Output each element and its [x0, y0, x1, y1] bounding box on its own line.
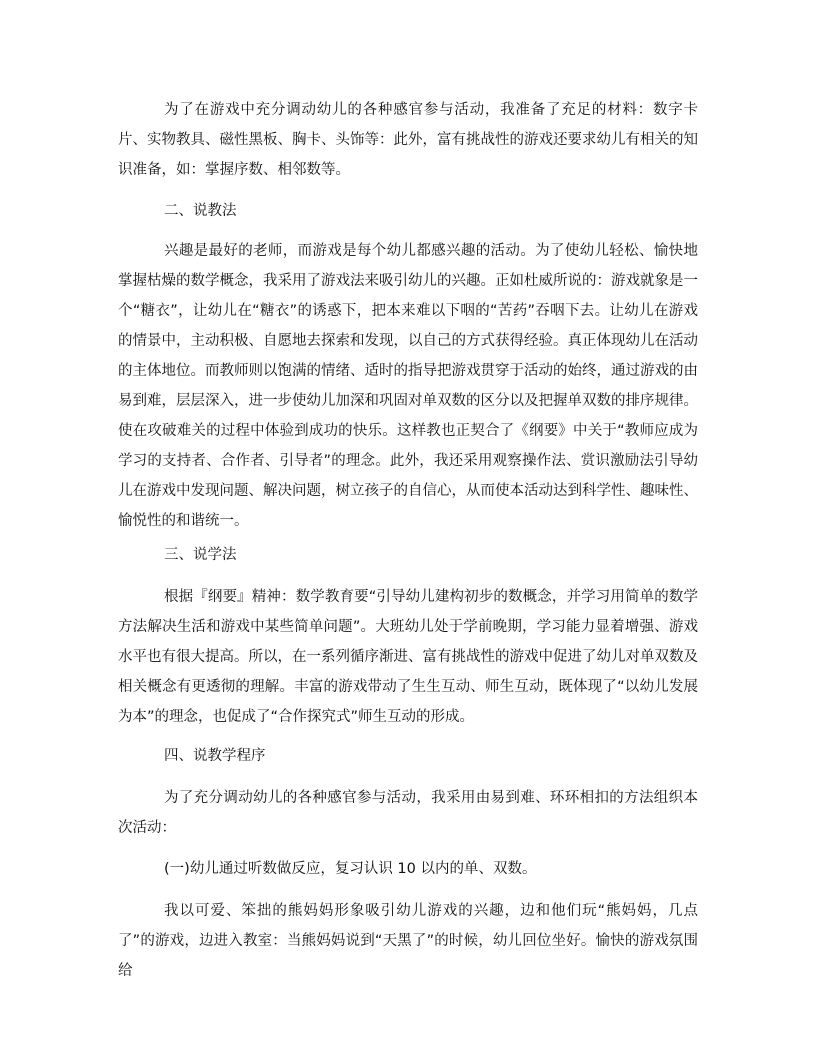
paragraph-learning-method: 根据『纲要』精神：数学教育要“引导幼儿建构初步的数概念，并学习用简单的数学方法解决生活和游戏中某些简单问题”。大班幼儿处于学前晚期，学习能力显着增强、游戏水平也有很大提高。所以，在一系列循序渐进、富有挑战性的游戏中促进了幼儿对单双数及相关概念有更透彻的理解。丰富的游戏带动了生生互动、师生互动，既体现了“以幼儿发展为本”的理念，也促成了“合作探究式”师生互动的形成。 [118, 589, 698, 725]
section-heading-teaching-method: 二、说教法 [164, 203, 237, 219]
paragraph-step-one: 我以可爱、笨拙的熊妈妈形象吸引幼儿游戏的兴趣，边和他们玩“熊妈妈，几点了”的游戏，边进入教室：当熊妈妈说到“天黑了”的时候，幼儿回位坐好。愉快的游戏氛围给 [118, 903, 698, 979]
paragraph-materials: 为了在游戏中充分调动幼儿的各种感官参与活动，我准备了充足的材料：数字卡片、实物教具、磁性黑板、胸卡、头饰等：此外，富有挑战性的游戏还要求幼儿有相关的知识准备，如：掌握序数、相邻数等。 [118, 102, 698, 178]
paragraph-procedure-intro: 为了充分调动幼儿的各种感官参与活动，我采用由易到难、环环相扣的方法组织本次活动： [118, 790, 698, 836]
subsection-heading-step-one: (一)幼儿通过听数做反应，复习认识 10 以内的单、双数。 [164, 861, 537, 877]
section-heading-learning-method: 三、说学法 [164, 547, 237, 563]
paragraph-teaching-method: 兴趣是最好的老师，而游戏是每个幼儿都感兴趣的活动。为了使幼儿轻松、愉快地掌握枯燥的数学概念，我采用了游戏法来吸引幼儿的兴趣。正如杜威所说的：游戏就象是一个“糖衣”，让幼儿在“糖衣”的诱惑下，把本来难以下咽的“苦药”吞咽下去。让幼儿在游戏的情景中，主动积极、自愿地去探索和发现，以自己的方式获得经验。真正体现幼儿在活动的主体地位。而教师则以饱满的情绪、适时的指导把游戏贯穿于活动的始终，通过游戏的由易到难，层层深入，进一步使幼儿加深和巩固对单双数的区分以及把握单双数的排序规律。使在攻破难关的过程中体验到成功的快乐。这样教也正契合了《纲要》中关于“教师应成为学习的支持者、合作者、引导者”的理念。此外，我还采用观察操作法、赏识激励法引导幼儿在游戏中发现问题、解决问题，树立孩子的自信心，从而使本活动达到科学性、趣味性、愉悦性的和谐统一。 [118, 243, 698, 529]
section-heading-teaching-procedure: 四、说教学程序 [164, 748, 266, 764]
